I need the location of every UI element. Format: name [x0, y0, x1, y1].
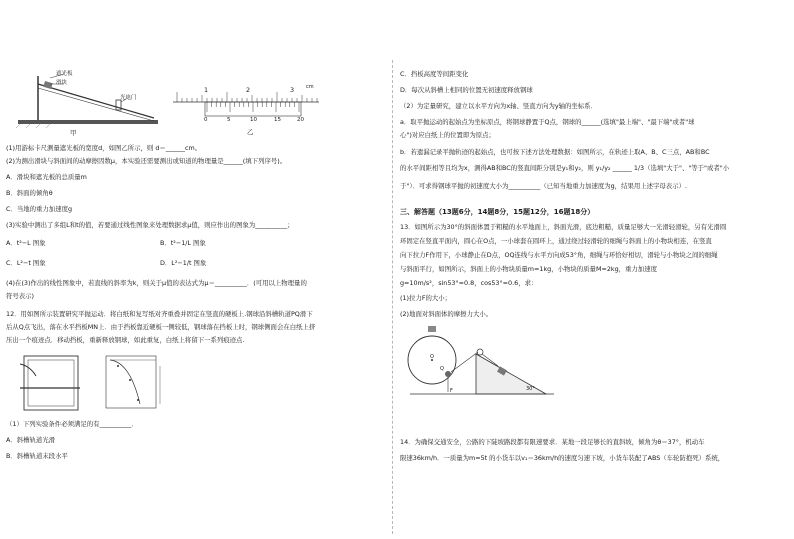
vernier-10: 10: [250, 117, 257, 123]
label-o: O: [430, 354, 434, 360]
question-4b: 符号表示): [6, 292, 35, 300]
label-gate: 光电门: [120, 95, 137, 101]
question-13-sub1: (1)拉力F的大小；: [400, 294, 452, 302]
question-2: (2)为测出滑块与斜面间的动摩擦因数μ，本实验还需要测出或知道的物理量是______(填下列序号)。: [6, 157, 287, 165]
question-12-a-line1: a．取平抛运动的起始点为坐标原点，将钢球静置于Q点，钢球的______(选填"最上端"、"最下端"或者"球: [400, 118, 695, 126]
option-b: B．斜面的倾角θ: [6, 189, 53, 197]
incline: [476, 354, 546, 394]
question-13-line2: 环固定在竖直平面内，圆心在O点，一小球套在圆环上，通过绕过轻滑轮的细绳与斜面上的小物块相连，在竖直: [400, 237, 712, 245]
question-13-line5: g=10m/s²，sin53°=0.8，cos53°=0.6，求：: [400, 279, 538, 287]
vernier-5: 5: [227, 117, 231, 123]
question-12-sub1: （1）下列实验条件必须满足的有__________．: [6, 420, 138, 428]
question-12-line2: 后从Q点飞出，落在水平挡板MN上．由于挡板靠近硬板一侧较低，钢球落在挡板上时，钢球侧面会在白纸上挤: [6, 323, 316, 331]
question-4a: (4)在(3)作出的线性图象中，若直线的斜率为k，则关于μ值的表达式为μ＝__________．(可用以上物理量的: [6, 279, 307, 287]
label-shade: 遮光板: [56, 71, 73, 77]
slider-block: [43, 81, 52, 89]
main-tick-3: 3: [290, 86, 295, 94]
question-d-measure: (1)用游标卡尺测量遮光板的宽度d，如图乙所示，则 d＝______cm。: [6, 144, 202, 152]
question-12-b-line1: b．若遗漏记录平抛轨迹的起始点，也可按下述方法处理数据：如图所示，在轨迹上取A、B、C三点，AB和BC: [400, 148, 710, 156]
base-plate: [18, 120, 158, 124]
trajectory: [110, 360, 140, 404]
column-divider: [392, 60, 393, 534]
question-14-line1: 14．为确保交通安全，公路的下陡坡路段都有限速要求．某地一段足够长的直斜坡，倾角为θ＝37°，机动车: [400, 438, 705, 446]
board: [24, 356, 78, 410]
question-12-b-line3: 于"）．可求得钢球平抛的初速度大小为__________（已知当地重力加速度为g，结果用上述字母表示）.: [400, 182, 688, 190]
right-column: [400, 62, 766, 534]
point-c: [137, 399, 139, 401]
unit-cm: cm: [306, 84, 314, 90]
label-slider: 滑块: [56, 80, 68, 86]
question-12-a-line2: 心")对应白纸上的位置即为原点；: [400, 131, 495, 139]
figure-jia: [16, 72, 166, 140]
question-13-sub2: (2)地面对斜面体的摩擦力大小。: [400, 310, 493, 318]
main-tick-2: 2: [246, 86, 251, 94]
sub1-option-a: A．斜槽轨道光滑: [6, 436, 56, 444]
question-12-sub2: （2）为定量研究，建立以水平方向为x轴、竖直方向为y轴的坐标系．: [400, 102, 597, 110]
question-12-line1: 12．用如图所示装置研究平抛运动．将白纸和复写纸对齐重叠并固定在竖直的硬板上.钢球沿斜槽轨道PQ滑下: [6, 310, 313, 318]
label-jia: 甲: [70, 129, 77, 137]
figure-12: [14, 352, 174, 414]
vernier-20: 20: [297, 117, 304, 123]
question-14-line2: 限速36km/h．一质量为m=5t 的小货车以v₁＝36km/h的速度匀速下坡，小货车装配了ABS（车轮防抱死）系统，: [400, 454, 725, 462]
question-13-line1: 13．如图所示为30°的斜面体置于粗糙的水平地面上，斜面光滑，底边粗糙，质量足够大一光滑轻滑轮，另有光滑圆: [400, 223, 727, 231]
option-c: C．当地的重力加速度g: [6, 205, 73, 213]
vernier-15: 15: [274, 117, 281, 123]
question-12-line3: 压出一个痕迹点．移动挡板，重新释放钢球，如此重复，白纸上将留下一系列痕迹点.: [6, 336, 245, 344]
point-b: [129, 379, 131, 381]
question-13-line4: 与斜面平行，如图所示，斜面上的小物块质量m=1kg，小物块的质量M=2kg，重力加速度: [400, 265, 657, 273]
question-13-line3: 向下拉力F作用下，小球静止在D点，OQ连线与水平方向成53°角，细绳与环恰好相切，滑轮与小物块之间的细绳: [400, 251, 718, 259]
graph-option-b: B．t²−1/L 图象: [160, 239, 206, 247]
question-12-b-line2: 的水平间距相等且均为x，测得AB和BC的竖直间距分别是y₁和y₂，则 y₁/y₂ ______ 1/3（选填"大于"、"等于"或者"小: [400, 164, 730, 172]
graph-box: [106, 356, 156, 408]
graph-option-c: C．L²−t 图象: [6, 259, 46, 267]
sub1-option-c: C．挡板高度等间距变化: [400, 70, 469, 78]
graph-option-d: D．L²−1/t 图象: [160, 259, 207, 267]
graph-option-a: A．t²−L 图象: [6, 239, 46, 247]
sub1-option-b: B．斜槽轨道末段水平: [6, 452, 68, 460]
sub1-option-d: D．每次从斜槽上相同的位置无初速度释放钢球: [400, 86, 533, 94]
label-yi: 乙: [247, 128, 254, 136]
point-a: [117, 365, 119, 367]
main-tick-1: 1: [204, 86, 209, 94]
label-angle: 30°: [526, 386, 535, 392]
option-a: A．滑块和遮光板的总质量m: [6, 173, 87, 181]
section-3-heading: 三、解答题（13题6分，14题8分，15题12分，16题18分）: [400, 208, 595, 216]
left-column: [6, 62, 372, 534]
incline: [38, 84, 154, 118]
ball: [445, 371, 451, 377]
label-f: F: [450, 388, 453, 394]
vernier-0: 0: [204, 117, 208, 123]
question-3: (3)实验中测出了多组L和t的值，若要通过线性图象来处理数据求μ值，则应作出的图象为__________；: [6, 221, 294, 229]
label-q13: Q: [440, 366, 444, 372]
